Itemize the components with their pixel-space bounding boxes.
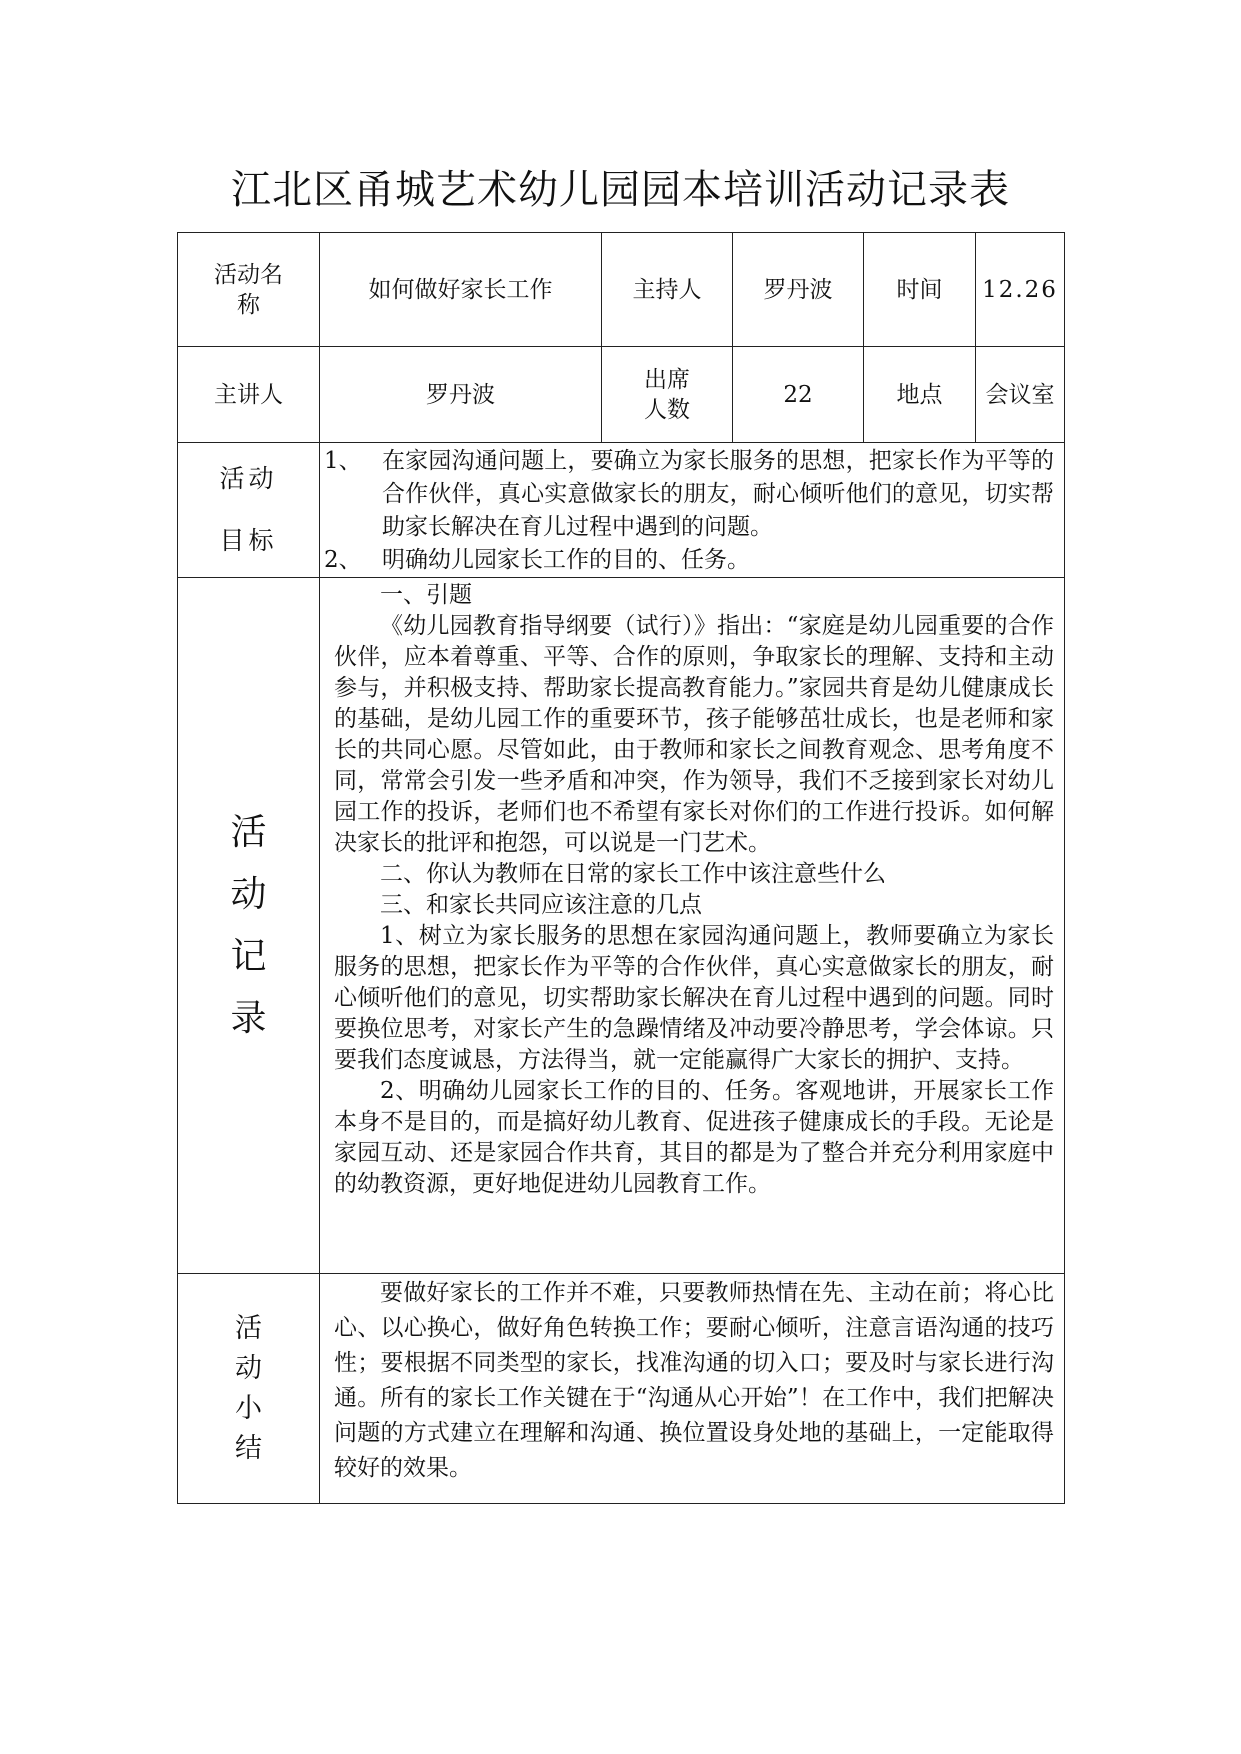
speaker-label: 主讲人 [178, 347, 320, 443]
speaker-value: 罗丹波 [320, 347, 602, 443]
table-row [178, 578, 1065, 1274]
table-row [178, 233, 1065, 347]
summary-content [320, 1274, 1065, 1504]
list-item: 2、 明确幼儿园家长工作的目的、任务。 [324, 547, 750, 573]
host-value: 罗丹波 [733, 233, 864, 347]
record-paragraph: 2、明确幼儿园家长工作的目的、任务。客观地讲，开展家长工作本身不是目的，而是搞好幼儿教育、促进孩子健康成长的手段。无论是家园互动、还是家园合作共育，其目的都是为了整合并充分利用家庭中的幼教资源，更好地促进幼儿园教育工作。 [334, 1078, 1054, 1197]
summary-text: 要做好家长的工作并不难，只要教师热情在先、主动在前；将心比心、以心换心，做好角色转换工作；要耐心倾听，注意言语沟通的技巧性；要根据不同类型的家长，找准沟通的切入口；要及时与家长进行沟通。所有的家长工作关键在于“沟通从心开始”！在工作中，我们把解决问题的方式建立在理解和沟通、换位置设身处地的基础上，一定能取得较好的效果。 [334, 1280, 1054, 1481]
record-paragraph: 1、树立为家长服务的思想在家园沟通问题上，教师要确立为家长服务的思想，把家长作为平等的合作伙伴，真心实意做家长的朋友，耐心倾听他们的意见，切实帮助家长解决在育儿过程中遇到的问题。同时要换位思考，对家长产生的急躁情绪及冲动要冷静思考，学会体谅。只要我们态度诚恳，方法得当，就一定能赢得广大家长的拥护、支持。 [334, 923, 1054, 1073]
activity-name-label: 活动名称 [178, 233, 320, 347]
record-paragraph: 三、和家长共同应该注意的几点 [380, 892, 702, 918]
time-value: 12.26 [976, 233, 1065, 347]
record-paragraph: 一、引题 [380, 582, 472, 608]
host-label: 主持人 [602, 233, 733, 347]
record-paragraph: 二、你认为教师在日常的家长工作中该注意些什么 [380, 861, 886, 887]
record-paragraph: 《幼儿园教育指导纲要（试行）》指出：“家庭是幼儿园重要的合作伙伴，应本着尊重、平等、合作的原则，争取家长的理解、支持和主动参与，并积极支持、帮助家长提高教育能力。”家园共育是幼儿健康成长的基础，是幼儿园工作的重要环节，孩子能够茁壮成长，也是老师和家长的共同心愿。尽管如此，由于教师和家长之间教育观念、思考角度不同，常常会引发一些矛盾和冲突，作为领导，我们不乏接到家长对幼儿园工作的投诉，老师们也不希望有家长对你们的工作进行投诉。如何解决家长的批评和抱怨，可以说是一门艺术。 [334, 613, 1054, 856]
goals-content [320, 443, 1065, 578]
table-row [178, 443, 1065, 578]
table-row [178, 347, 1065, 443]
record-content [320, 578, 1065, 1274]
activity-name-value: 如何做好家长工作 [320, 233, 602, 347]
training-record-table [177, 232, 1065, 1504]
attendance-value: 22 [733, 347, 864, 443]
goals-label: 活动目标 [178, 443, 320, 578]
location-label: 地点 [864, 347, 976, 443]
attendance-label: 出席人数 [602, 347, 733, 443]
record-label: 活动记录 [178, 578, 320, 1274]
table-row [178, 1274, 1065, 1504]
page-title: 江北区甬城艺术幼儿园园本培训活动记录表 [231, 167, 1010, 213]
list-item: 1、 在家园沟通问题上，要确立为家长服务的思想，把家长作为平等的合作伙伴，真心实意做家长的朋友，耐心倾听他们的意见，切实帮助家长解决在育儿过程中遇到的问题。 [324, 448, 1054, 540]
summary-label: 活动小结 [178, 1274, 320, 1504]
time-label: 时间 [864, 233, 976, 347]
location-value: 会议室 [976, 347, 1065, 443]
